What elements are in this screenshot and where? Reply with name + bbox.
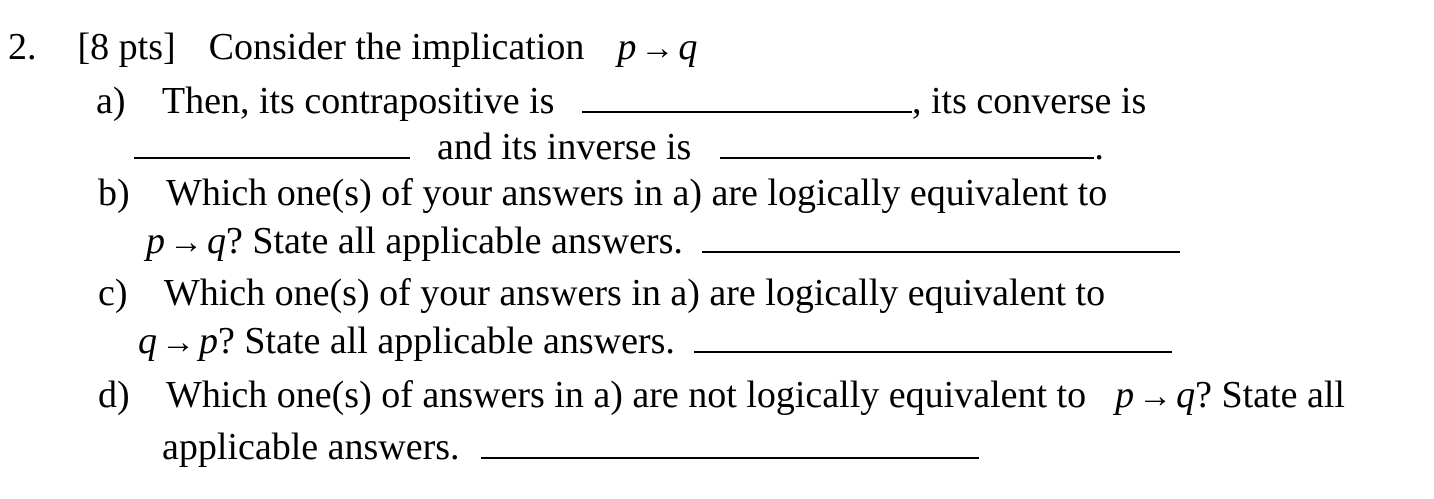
converse-answer-blank[interactable] [134,129,410,159]
part-d-instruction: ? State all [1195,374,1345,416]
part-b-var-q: q [207,220,226,262]
var-q: q [678,26,698,68]
question-number: 2. [8,26,37,68]
part-b-instruction: ? State all applicable answers. [226,220,683,262]
part-c-var-p: p [199,320,218,362]
part-d-arrow: → [1138,378,1173,415]
part-b-var-p: p [146,220,165,262]
part-d-line-1 [98,372,1345,420]
part-a-text-inverse: and its inverse is [437,126,692,168]
part-b-label: b) [98,172,130,214]
part-a-line-1 [96,78,1146,124]
part-d-line-2 [162,424,979,470]
part-c-label: c) [98,272,128,314]
implication-arrow: → [640,30,675,67]
contrapositive-answer-blank[interactable] [582,83,912,113]
part-d-var-q: q [1176,374,1196,416]
part-c-line-1 [98,270,1105,316]
part-c-line-2 [138,318,1172,366]
part-c-arrow: → [161,324,195,361]
part-a-line-2 [134,124,1104,170]
question-points: [8 pts] [77,26,176,68]
part-d-answer-blank[interactable] [481,429,979,459]
part-b-question: Which one(s) of your answers in a) are logically equivalent to [165,172,1108,214]
part-b-line-1 [98,170,1107,216]
part-d-label: d) [98,374,130,416]
part-b-line-2 [146,218,1180,266]
part-a-text-contrapositive: Then, its contrapositive is [161,80,555,122]
part-d-var-p: p [1115,374,1135,416]
part-a-text-converse: , its converse is [911,80,1147,122]
part-c-var-q: q [138,320,157,362]
part-c-instruction: ? State all applicable answers. [218,320,675,362]
part-a-label: a) [96,80,126,122]
part-b-arrow: → [169,224,203,261]
question-header [8,24,697,72]
part-d-question: Which one(s) of answers in a) are not logically equivalent to [165,374,1087,416]
var-p: p [617,26,637,68]
part-c-question: Which one(s) of your answers in a) are logically equivalent to [163,272,1106,314]
part-b-answer-blank[interactable] [702,223,1180,253]
question-stem: Consider the implication [208,26,585,68]
inverse-answer-blank[interactable] [720,129,1094,159]
part-c-answer-blank[interactable] [694,323,1172,353]
part-a-end: . [1094,126,1104,168]
part-d-instruction-cont: applicable answers. [162,426,460,468]
